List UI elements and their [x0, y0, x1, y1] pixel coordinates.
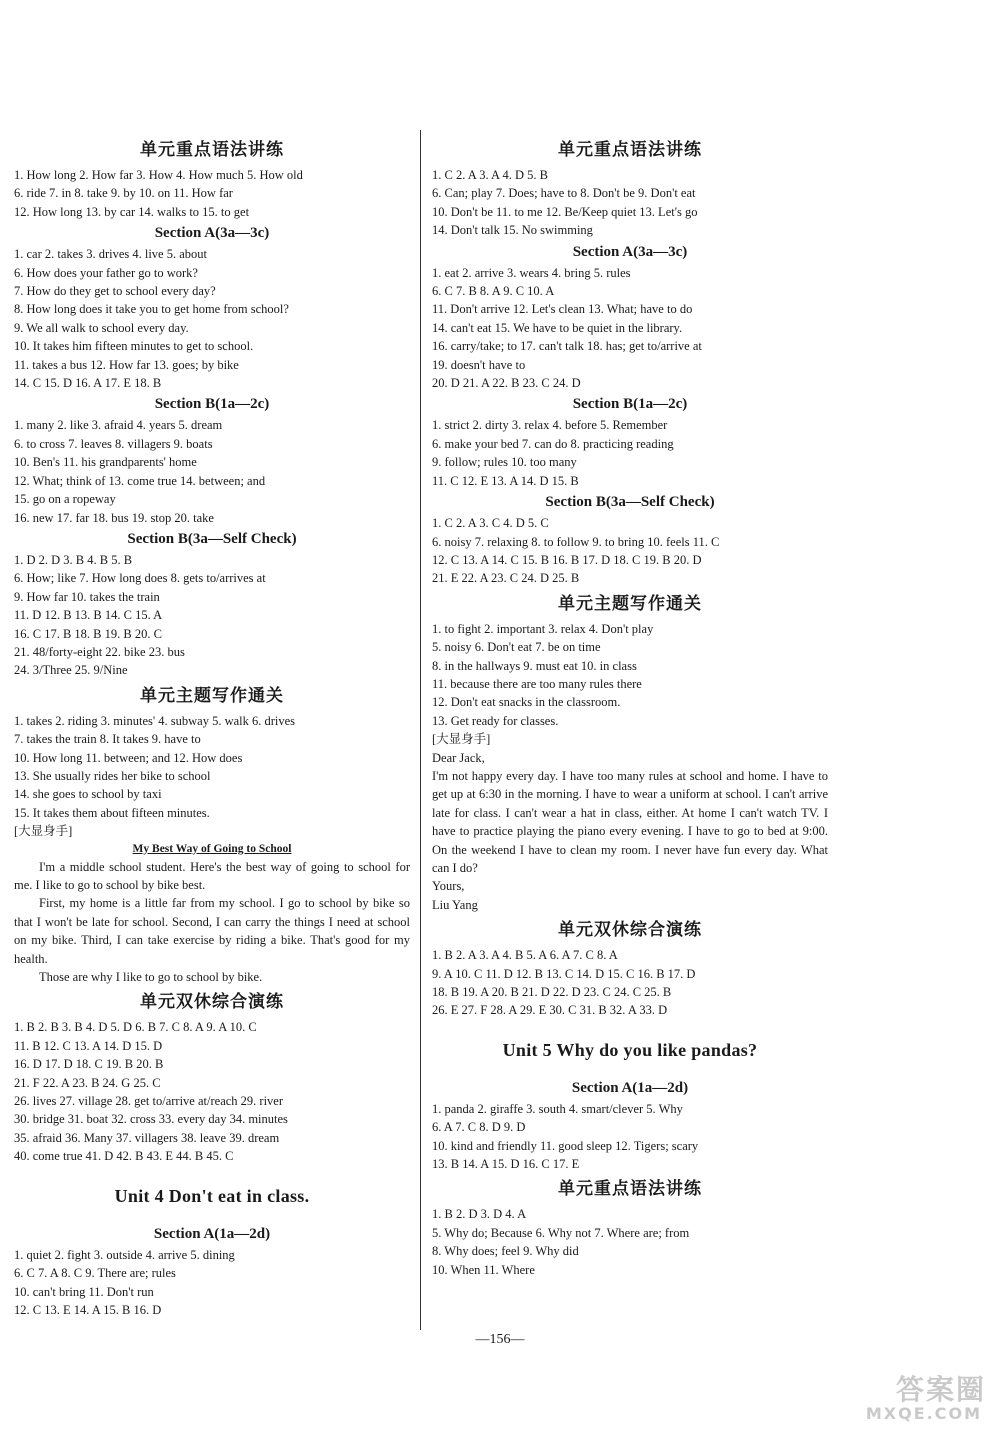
answer-line: 6. C 7. A 8. C 9. There are; rules	[14, 1266, 176, 1281]
section-heading: Section B(1a—2c)	[572, 396, 688, 413]
answer-line: 8. Why does; feel 9. Why did	[432, 1244, 579, 1259]
section-heading: Section B(3a—Self Check)	[127, 530, 297, 547]
answer-line: 1. B 2. A 3. A 4. B 5. A 6. A 7. C 8. A	[432, 948, 618, 963]
answer-line: 9. How far 10. takes the train	[14, 589, 160, 604]
unit-title: Unit 5 Why do you like pandas?	[502, 1039, 758, 1060]
answer-line: 10. When 11. Where	[432, 1262, 535, 1277]
answer-line: 6. to cross 7. leaves 8. villagers 9. boats	[14, 436, 213, 451]
answer-line: 14. can't eat 15. We have to be quiet in the library.	[432, 320, 683, 335]
answer-line: 6. How; like 7. How long does 8. gets to/arrives at	[14, 571, 266, 586]
answer-line: Dear Jack,	[432, 750, 485, 765]
answer-line: 14. she goes to school by taxi	[14, 787, 162, 802]
answer-line: 10. Don't be 11. to me 12. Be/Keep quiet 13. Let's go	[432, 204, 698, 219]
answer-line: 1. How long 2. How far 3. How 4. How much 5. How old	[14, 168, 303, 182]
section-heading-cn: 单元主题写作通关	[140, 685, 284, 706]
answer-line: 16. new 17. far 18. bus 19. stop 20. take	[14, 510, 214, 525]
answer-line: 10. kind and friendly 11. good sleep 12. Tigers; scary	[432, 1138, 699, 1153]
answer-line: 13. Get ready for classes.	[432, 713, 559, 728]
answer-line: 1. C 2. A 3. A 4. D 5. B	[432, 168, 548, 182]
answer-line: 16. D 17. D 18. C 19. B 20. B	[14, 1057, 164, 1072]
answer-line: Liu Yang	[432, 897, 478, 912]
answer-line: 1. panda 2. giraffe 3. south 4. smart/clever 5. Why	[432, 1101, 683, 1116]
answer-line: 7. How do they get to school every day?	[14, 284, 216, 299]
answer-line: 24. 3/Three 25. 9/Nine	[14, 663, 128, 678]
section-heading-cn: 单元重点语法讲练	[140, 140, 284, 160]
essay-paragraph: First, my home is a little far from my school. I go to school by bike so that I won't be late for school. Second, I can carry the things I need at school on my bike. Third, I can take exercise by riding a bike. That's good for my health.	[14, 896, 410, 966]
section-heading: Section A(1a—2d)	[571, 1079, 689, 1096]
answer-line: 6. How does your father go to work?	[14, 265, 198, 280]
answer-line: 15. It takes them about fifteen minutes.	[14, 805, 210, 820]
answer-line: 12. What; think of 13. come true 14. between; and	[14, 473, 266, 488]
answer-line: 15. go on a ropeway	[14, 492, 116, 507]
answer-line: Yours,	[432, 879, 465, 894]
answer-line: 14. Don't talk 15. No swimming	[432, 223, 593, 238]
answer-line: 11. D 12. B 13. B 14. C 15. A	[14, 608, 163, 623]
answer-line: 30. bridge 31. boat 32. cross 33. every day 34. minutes	[14, 1112, 288, 1127]
answer-line: 10. can't bring 11. Don't run	[14, 1284, 154, 1299]
answer-line: 6. ride 7. in 8. take 9. by 10. on 11. How far	[14, 186, 233, 201]
answer-line: 16. C 17. B 18. B 19. B 20. C	[14, 626, 162, 641]
right-column	[432, 134, 828, 1279]
answer-line: 1. strict 2. dirty 3. relax 4. before 5. Remember	[432, 418, 668, 433]
answer-line: 9. A 10. C 11. D 12. B 13. C 14. D 15. C 16. B 17. D	[432, 966, 696, 981]
answer-line: 6. Can; play 7. Does; have to 8. Don't be 9. Don't eat	[432, 186, 696, 201]
answer-line: 26. E 27. F 28. A 29. E 30. C 31. B 32. A 33. D	[432, 1003, 668, 1018]
section-heading-cn: 单元重点语法讲练	[558, 140, 702, 160]
answer-line: 35. afraid 36. Many 37. villagers 38. leave 39. dream	[14, 1130, 280, 1145]
answer-line: 6. noisy 7. relaxing 8. to follow 9. to bring 10. feels 11. C	[432, 534, 720, 549]
answer-line: 6. A 7. C 8. D 9. D	[432, 1120, 526, 1135]
answer-line: 18. B 19. A 20. B 21. D 22. D 23. C 24. C 25. B	[432, 985, 672, 1000]
answer-line: 13. B 14. A 15. D 16. C 17. E	[432, 1157, 580, 1172]
section-heading-cn: 单元主题写作通关	[558, 593, 702, 614]
answer-line: 11. takes a bus 12. How far 13. goes; by bike	[14, 357, 239, 372]
answer-line: 8. in the hallways 9. must eat 10. in class	[432, 658, 637, 673]
answer-line: 1. to fight 2. important 3. relax 4. Don't play	[432, 621, 654, 636]
answer-line: 1. eat 2. arrive 3. wears 4. bring 5. rules	[432, 265, 631, 280]
answer-line: 1. B 2. B 3. B 4. D 5. D 6. B 7. C 8. A 9. A 10. C	[14, 1020, 257, 1035]
answer-line: 1. D 2. D 3. B 4. B 5. B	[14, 552, 133, 567]
watermark-logo	[786, 1366, 986, 1430]
essay-paragraph: I'm not happy every day. I have too many rules at school and home. I have to get up at 6:30 in the morning. I have to wear a uniform at school. I can't arrive late for class. I can't wear a hat in class, either. At home I can't watch TV. I have to practice playing the piano every evening. I have to go to bed at 9:00. On the weekend I have to clean my room. I never have fun every day. What can I do?	[432, 768, 828, 875]
answer-line: 9. follow; rules 10. too many	[432, 455, 577, 470]
essay-paragraph: I'm a middle school student. Here's the best way of going to school for me. I like to go to school by bike best.	[14, 859, 410, 892]
answer-line: 21. 48/forty-eight 22. bike 23. bus	[14, 644, 185, 659]
answer-line: 16. carry/take; to 17. can't talk 18. has; get to/arrive at	[432, 339, 702, 354]
watermark-text: 答案圈	[895, 1373, 986, 1406]
answer-line: 12. Don't eat snacks in the classroom.	[432, 695, 621, 710]
watermark-url: MXQE.COM	[865, 1404, 982, 1423]
answer-line: 12. How long 13. by car 14. walks to 15. to get	[14, 204, 250, 219]
answer-line: 20. D 21. A 22. B 23. C 24. D	[432, 376, 581, 391]
answer-line: 11. Don't arrive 12. Let's clean 13. What; have to do	[432, 302, 693, 317]
section-heading: Section A(3a—3c)	[572, 243, 688, 260]
section-heading: Section A(1a—2d)	[153, 1225, 271, 1242]
answer-line: 5. Why do; Because 6. Why not 7. Where are; from	[432, 1225, 690, 1240]
answer-line: 26. lives 27. village 28. get to/arrive at/reach 29. river	[14, 1094, 284, 1109]
answer-line: 5. noisy 6. Don't eat 7. be on time	[432, 640, 601, 655]
section-heading-cn: 单元双休综合演练	[558, 920, 702, 941]
answer-line: 21. E 22. A 23. C 24. D 25. B	[432, 571, 580, 586]
answer-line: 11. because there are too many rules there	[432, 676, 642, 691]
section-heading: Section A(3a—3c)	[154, 225, 270, 242]
answer-line: 1. B 2. D 3. D 4. A	[432, 1207, 527, 1222]
essay-paragraph: Those are why I like to go to school by bike.	[39, 970, 263, 985]
answer-line: 11. C 12. E 13. A 14. D 15. B	[432, 473, 579, 488]
answer-line: 10. How long 11. between; and 12. How does	[14, 750, 243, 765]
answer-line: 1. takes 2. riding 3. minutes' 4. subway 5. walk 6. drives	[14, 713, 296, 728]
answer-line: 9. We all walk to school every day.	[14, 320, 189, 335]
answer-line: 6. C 7. B 8. A 9. C 10. A	[432, 284, 555, 299]
section-heading-cn: 单元双休综合演练	[140, 992, 284, 1013]
answer-line: 13. She usually rides her bike to school	[14, 768, 211, 783]
answer-line: 7. takes the train 8. It takes 9. have to	[14, 732, 201, 747]
section-heading-cn: 单元重点语法讲练	[558, 1179, 702, 1200]
section-heading: Section B(1a—2c)	[154, 396, 270, 413]
answer-line: 12. C 13. E 14. A 15. B 16. D	[14, 1302, 162, 1317]
answer-line: 6. make your bed 7. can do 8. practicing reading	[432, 436, 674, 451]
section-heading: Section B(3a—Self Check)	[545, 494, 715, 511]
answer-line: 11. B 12. C 13. A 14. D 15. D	[14, 1038, 163, 1053]
unit-title: Unit 4 Don't eat in class.	[114, 1185, 310, 1206]
left-column	[14, 134, 410, 1319]
answer-line: 1. C 2. A 3. C 4. D 5. C	[432, 516, 549, 531]
answer-line: [大显身手]	[432, 732, 491, 747]
answer-line: 19. doesn't have to	[432, 357, 526, 372]
answer-line: 14. C 15. D 16. A 17. E 18. B	[14, 376, 162, 391]
answer-line: 10. It takes him fifteen minutes to get to school.	[14, 339, 254, 354]
answer-line: 21. F 22. A 23. B 24. G 25. C	[14, 1075, 161, 1090]
essay-title: My Best Way of Going to School	[132, 842, 292, 855]
answer-line: 10. Ben's 11. his grandparents' home	[14, 455, 197, 470]
answer-line: [大显身手]	[14, 824, 73, 839]
column-divider	[420, 130, 421, 1330]
answer-line: 1. quiet 2. fight 3. outside 4. arrive 5. dining	[14, 1247, 235, 1262]
page-number: —156—	[475, 1332, 525, 1347]
answer-line: 1. car 2. takes 3. drives 4. live 5. about	[14, 247, 208, 262]
answer-line: 8. How long does it take you to get home from school?	[14, 302, 289, 317]
answer-line: 1. many 2. like 3. afraid 4. years 5. dream	[14, 418, 223, 433]
answer-line: 12. C 13. A 14. C 15. B 16. B 17. D 18. C 19. B 20. D	[432, 552, 702, 567]
answer-line: 40. come true 41. D 42. B 43. E 44. B 45. C	[14, 1149, 234, 1164]
